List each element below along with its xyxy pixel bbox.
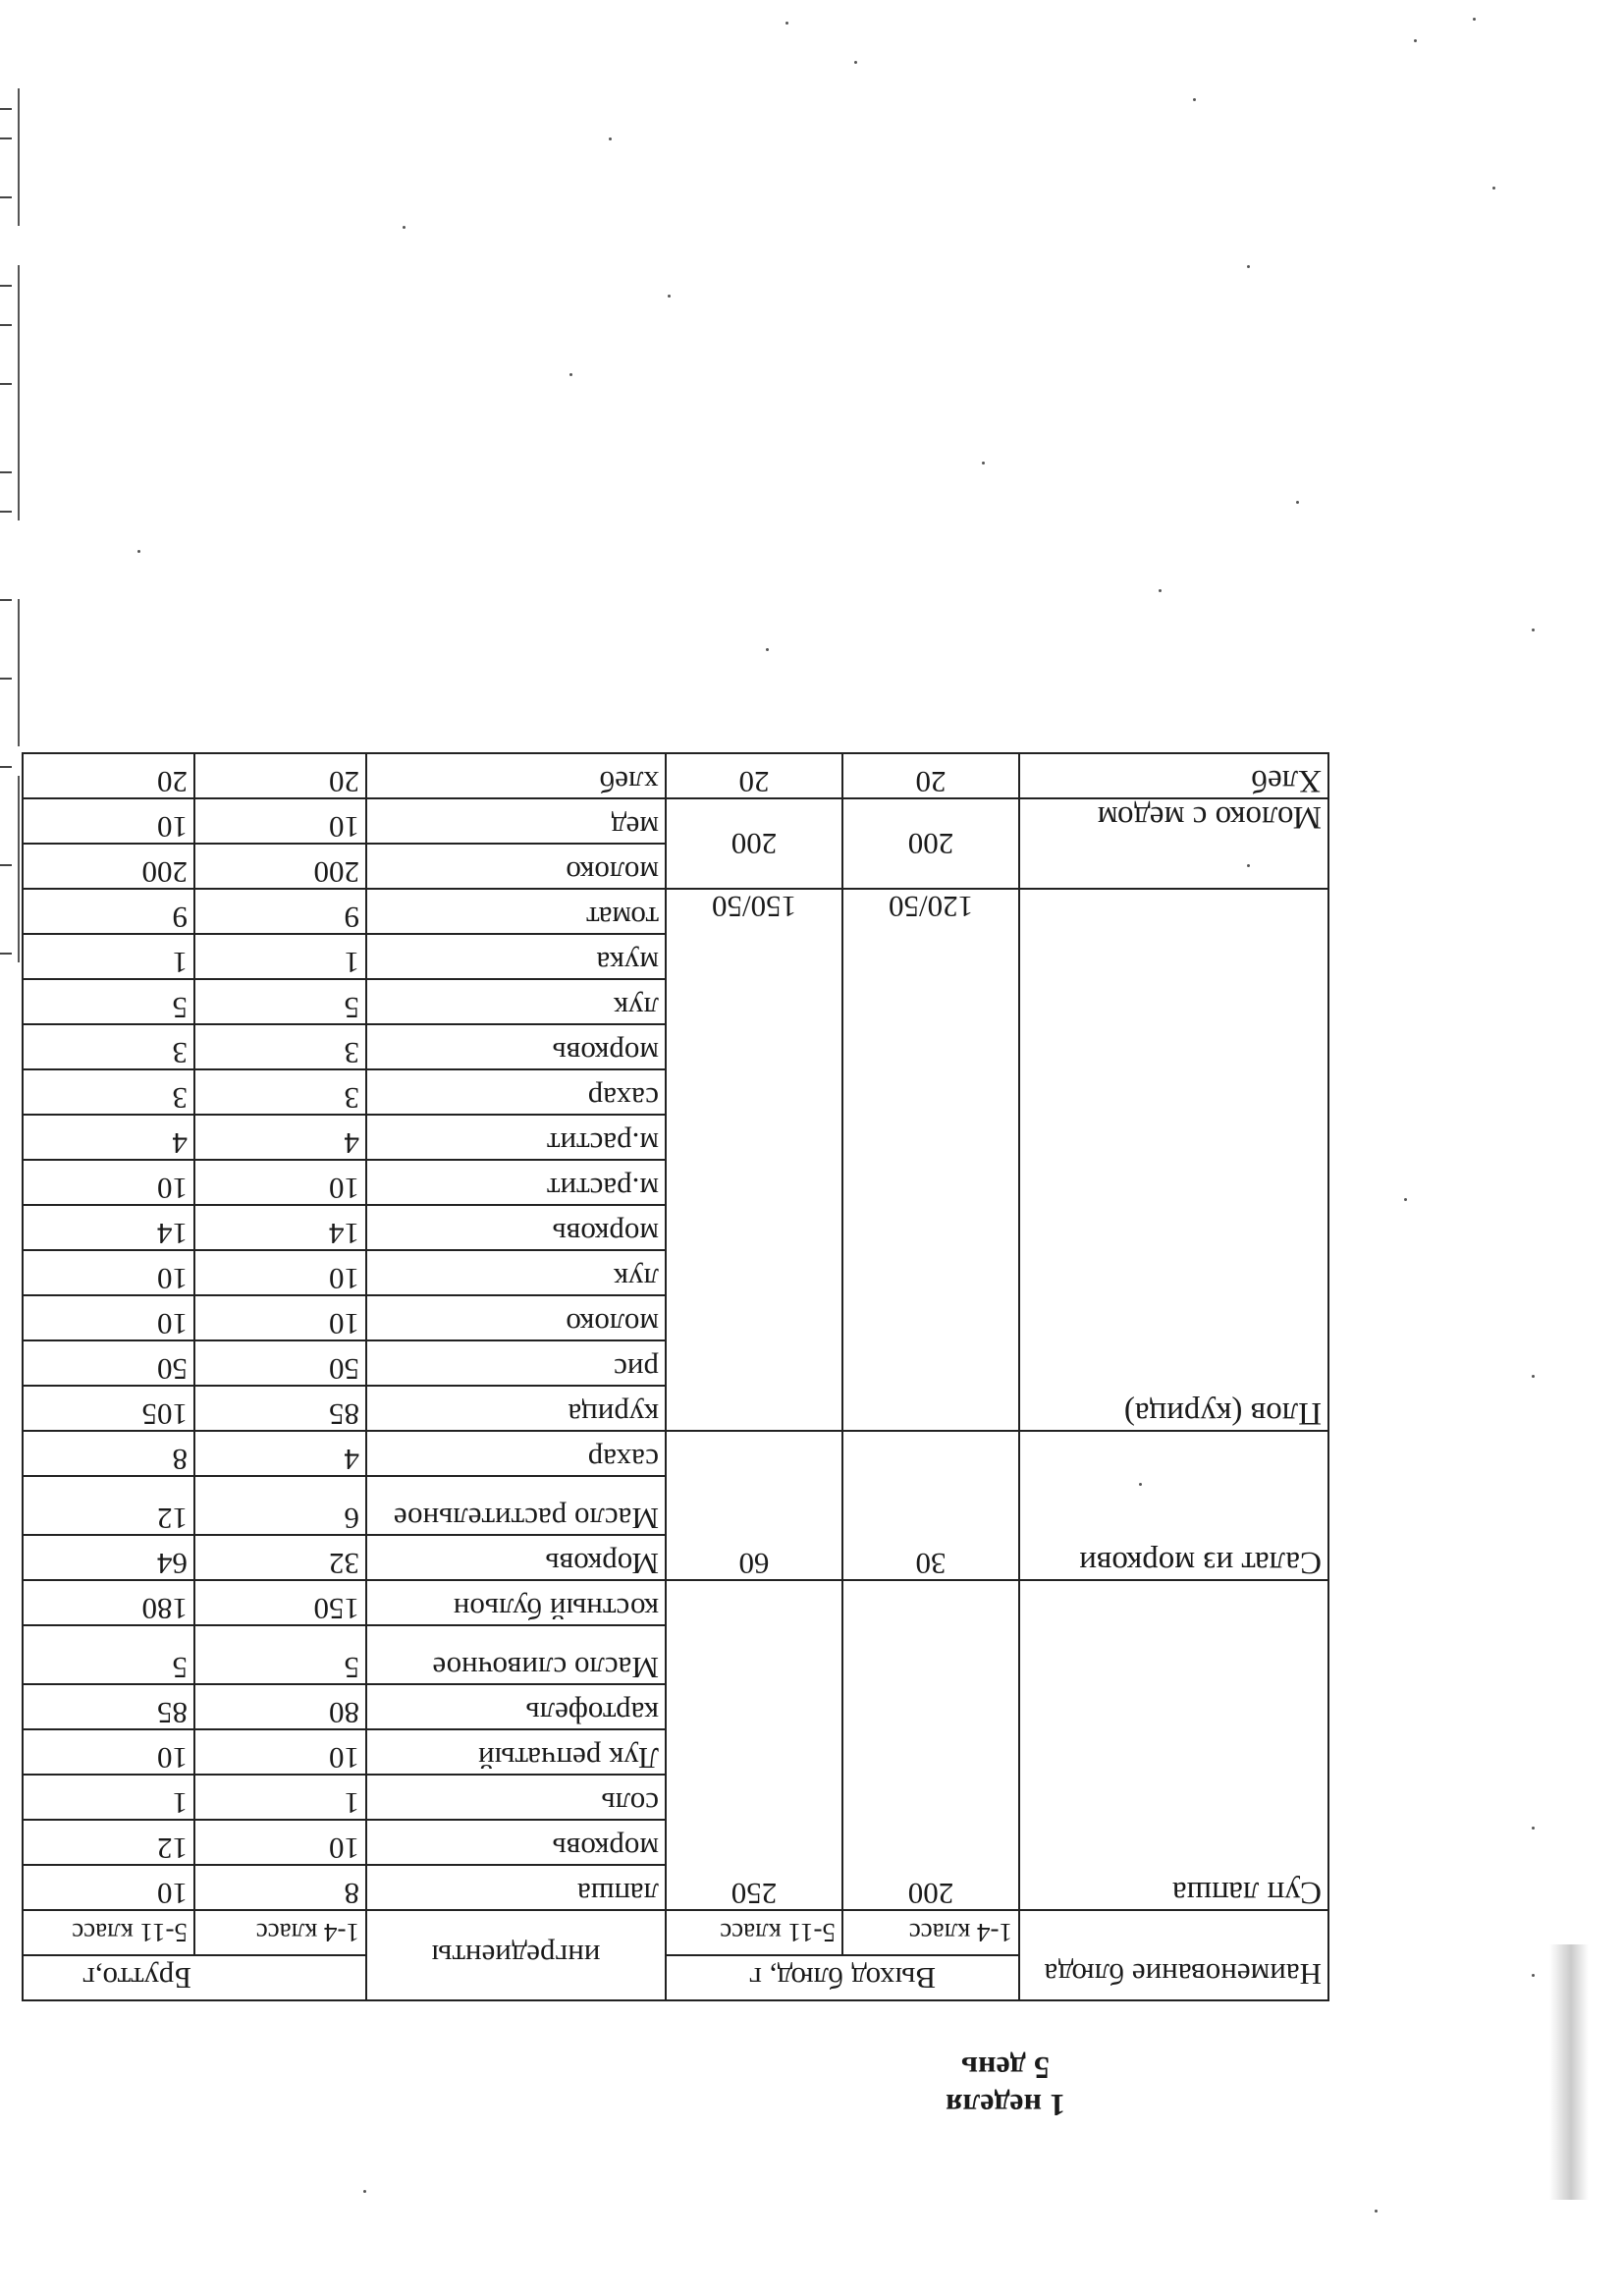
output-5-11: 250 <box>666 1580 842 1910</box>
brutto-1-4: 9 <box>194 889 366 934</box>
ingredient-name: сахар <box>366 1069 666 1115</box>
table-row <box>23 753 1328 798</box>
brutto-1-4: 10 <box>194 1295 366 1340</box>
dish-name: Хлеб <box>1019 753 1328 798</box>
brutto-1-4: 32 <box>194 1535 366 1580</box>
brutto-5-11: 180 <box>23 1580 194 1625</box>
brutto-5-11: 8 <box>23 1431 194 1476</box>
ingredient-name: соль <box>366 1775 666 1820</box>
brutto-5-11: 9 <box>23 889 194 934</box>
brutto-5-11: 50 <box>23 1340 194 1386</box>
brutto-5-11: 10 <box>23 1295 194 1340</box>
ingredient-name: сахар <box>366 1431 666 1476</box>
brutto-5-11: 10 <box>23 1729 194 1775</box>
dish-name: Плов (курица) <box>1019 889 1328 1431</box>
brutto-1-4: 4 <box>194 1115 366 1160</box>
brutto-1-4: 20 <box>194 753 366 798</box>
ingredient-name: Лук репчатый <box>366 1729 666 1775</box>
col-header-brutto: Брутто,г <box>23 1955 366 2000</box>
brutto-5-11: 3 <box>23 1069 194 1115</box>
ingredient-name: морковь <box>366 1205 666 1250</box>
output-1-4: 200 <box>842 798 1019 889</box>
ingredient-name: лапша <box>366 1865 666 1910</box>
output-5-11: 60 <box>666 1431 842 1580</box>
output-5-11: 20 <box>666 753 842 798</box>
brutto-1-4: 1 <box>194 934 366 979</box>
ingredient-name: морковь <box>366 1820 666 1865</box>
brutto-1-4: 5 <box>194 1625 366 1684</box>
ingredient-name: Масло растительное <box>366 1476 666 1535</box>
brutto-5-11: 12 <box>23 1820 194 1865</box>
col-header-output: Выход блюд, г <box>666 1955 1019 2000</box>
dish-name: Суп лапша <box>1019 1580 1328 1910</box>
brutto-5-11: 14 <box>23 1205 194 1250</box>
ingredient-name: Масло сливочное <box>366 1625 666 1684</box>
output-1-4: 200 <box>842 1580 1019 1910</box>
brutto-1-4: 50 <box>194 1340 366 1386</box>
brutto-1-4: 150 <box>194 1580 366 1625</box>
output-5-11: 150/50 <box>666 889 842 1431</box>
brutto-5-11: 12 <box>23 1476 194 1535</box>
output-1-4: 120/50 <box>842 889 1019 1431</box>
brutto-5-11: 5 <box>23 1625 194 1684</box>
brutto-5-11: 85 <box>23 1684 194 1729</box>
week-title: 1 неделя <box>946 2088 1065 2123</box>
brutto-5-11: 105 <box>23 1386 194 1431</box>
brutto-5-11: 64 <box>23 1535 194 1580</box>
brutto-1-4: 8 <box>194 1865 366 1910</box>
brutto-1-4: 10 <box>194 1729 366 1775</box>
brutto-5-11: 10 <box>23 1250 194 1295</box>
ingredient-name: хлеб <box>366 753 666 798</box>
dish-name: Салат из моркови <box>1019 1431 1328 1580</box>
brutto-5-11: 10 <box>23 798 194 844</box>
brutto-1-4: 5 <box>194 979 366 1024</box>
brutto-5-11: 20 <box>23 753 194 798</box>
ingredient-name: лук <box>366 979 666 1024</box>
brutto-1-4: 3 <box>194 1069 366 1115</box>
output-5-11: 200 <box>666 798 842 889</box>
table-row <box>23 1535 1328 1580</box>
brutto-1-4: 4 <box>194 1431 366 1476</box>
output-1-4: 20 <box>842 753 1019 798</box>
col-header-ingredients: ингредиенты <box>366 1910 666 2000</box>
dish-name: Молоко с медом <box>1019 798 1328 889</box>
table-row <box>23 1865 1328 1910</box>
brutto-1-4: 80 <box>194 1684 366 1729</box>
brutto-5-11: 4 <box>23 1115 194 1160</box>
brutto-5-11: 5 <box>23 979 194 1024</box>
table-row <box>23 844 1328 889</box>
day-title: 5 день <box>961 2050 1050 2086</box>
brutto-1-4: 10 <box>194 798 366 844</box>
brutto-1-4: 10 <box>194 1250 366 1295</box>
ingredient-name: томат <box>366 889 666 934</box>
ingredient-name: мука <box>366 934 666 979</box>
ingredient-name: костный бульон <box>366 1580 666 1625</box>
ingredient-name: м.растит <box>366 1160 666 1205</box>
output-1-4: 30 <box>842 1431 1019 1580</box>
menu-table <box>22 752 1329 2001</box>
ingredient-name: молоко <box>366 844 666 889</box>
header-row-1 <box>23 1955 1328 2000</box>
table-row <box>23 1386 1328 1431</box>
brutto-1-4: 3 <box>194 1024 366 1069</box>
ingredient-name: м.растит <box>366 1115 666 1160</box>
brutto-1-4: 10 <box>194 1820 366 1865</box>
brutto-5-11: 200 <box>23 844 194 889</box>
brutto-1-4: 10 <box>194 1160 366 1205</box>
ingredient-name: морковь <box>366 1024 666 1069</box>
ingredient-name: мед <box>366 798 666 844</box>
brutto-5-11: 1 <box>23 1775 194 1820</box>
brutto-1-4: 200 <box>194 844 366 889</box>
brutto-5-11: 3 <box>23 1024 194 1069</box>
ingredient-name: молоко <box>366 1295 666 1340</box>
brutto-header-5-11: 5-11 класс <box>23 1910 194 1955</box>
brutto-5-11: 10 <box>23 1865 194 1910</box>
brutto-1-4: 14 <box>194 1205 366 1250</box>
brutto-5-11: 1 <box>23 934 194 979</box>
ingredient-name: картофель <box>366 1684 666 1729</box>
ingredient-name: Морковь <box>366 1535 666 1580</box>
ingredient-name: рис <box>366 1340 666 1386</box>
brutto-1-4: 6 <box>194 1476 366 1535</box>
sub-header-5-11: 5-11 класс <box>666 1910 842 1955</box>
sub-header-1-4: 1-4 класс <box>842 1910 1019 1955</box>
brutto-1-4: 1 <box>194 1775 366 1820</box>
col-header-dish: Наименование блюда <box>1019 1910 1328 2000</box>
brutto-1-4: 85 <box>194 1386 366 1431</box>
ingredient-name: лук <box>366 1250 666 1295</box>
brutto-5-11: 10 <box>23 1160 194 1205</box>
brutto-header-1-4: 1-4 класс <box>194 1910 366 1955</box>
ingredient-name: курица <box>366 1386 666 1431</box>
